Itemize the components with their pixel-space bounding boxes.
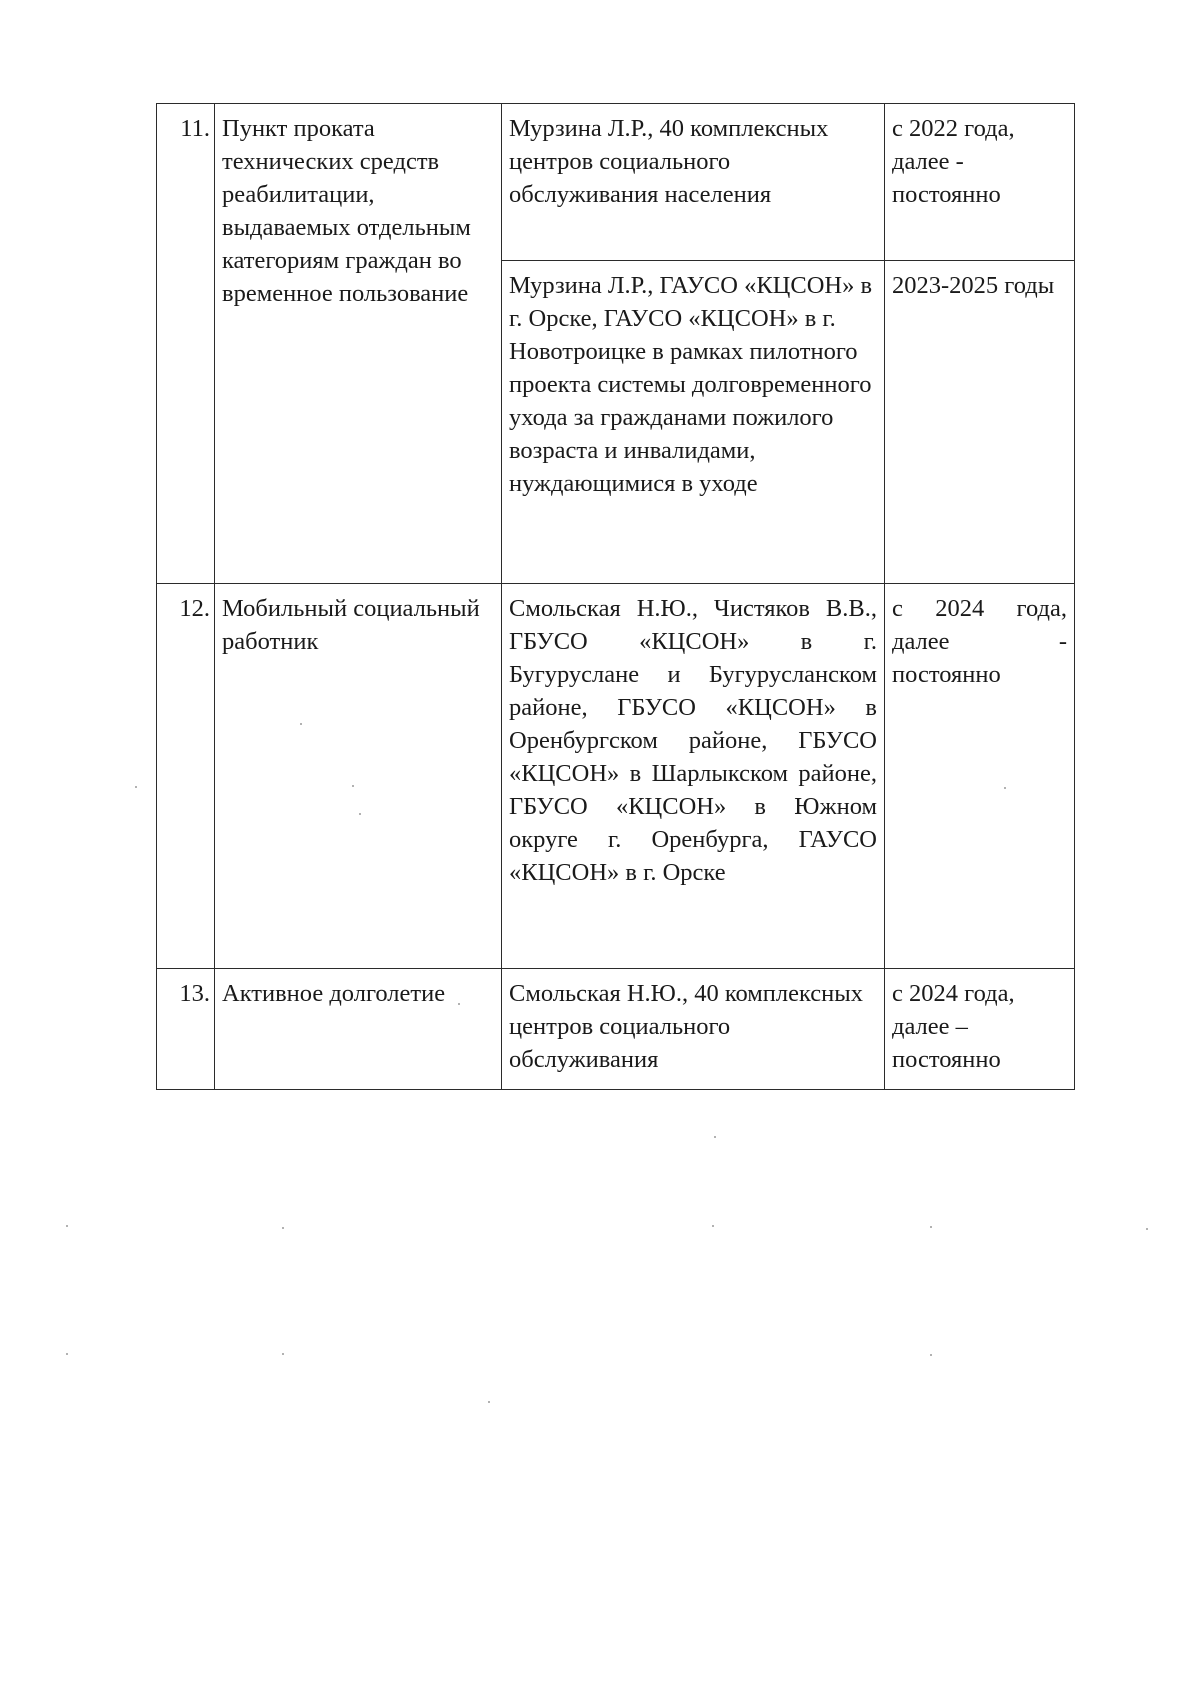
row-number: 12. <box>157 584 215 969</box>
term-cell: 2023-2025 годы <box>885 261 1075 584</box>
measure-name: Пункт проката технических средств реабилитации, выдаваемых отдельным категориям граждан во временное пользование <box>215 104 502 584</box>
table-row <box>157 584 1075 969</box>
scan-speck <box>66 1353 68 1355</box>
responsible-cell: Мурзина Л.Р., 40 комплексных центров социального обслуживания населения <box>502 104 885 261</box>
scan-speck <box>714 1136 716 1138</box>
responsible-cell: Смольская Н.Ю., 40 комплексных центров социального обслуживания <box>502 969 885 1090</box>
scan-speck <box>930 1354 932 1356</box>
scan-speck <box>66 1225 68 1227</box>
scan-speck <box>359 813 361 815</box>
term-cell: с 2022 года, далее - постоянно <box>885 104 1075 261</box>
scan-speck <box>282 1227 284 1229</box>
scan-speck <box>1004 787 1006 789</box>
scan-speck <box>300 723 302 725</box>
scan-speck <box>1146 1228 1148 1230</box>
scan-speck <box>352 785 354 787</box>
responsible-cell: Мурзина Л.Р., ГАУСО «КЦСОН» в г. Орске, ГАУСО «КЦСОН» в г. Новотроицке в рамках пилотного проекта системы долговременного ухода за гражданами пожилого возраста и инвалидами, нуждающимися в уходе <box>502 261 885 584</box>
scan-speck <box>282 1353 284 1355</box>
table-row <box>157 969 1075 1090</box>
term-cell: с 2024 года, далее - постоянно <box>885 584 1075 969</box>
scan-speck <box>488 1401 490 1403</box>
row-number: 13. <box>157 969 215 1090</box>
scan-speck <box>930 1226 932 1228</box>
scan-speck <box>712 1225 714 1227</box>
measures-table <box>156 103 1075 1090</box>
responsible-cell: Смольская Н.Ю., Чистяков В.В., ГБУСО «КЦСОН» в г. Бугуруслане и Бугурусланском районе, ГБУСО «КЦСОН» в Оренбургском районе, ГБУСО «КЦСОН» в Шарлыкском районе, ГБУСО «КЦСОН» в Южном округе г. Оренбурга, ГАУСО «КЦСОН» в г. Орске <box>502 584 885 969</box>
measure-name: Активное долголетие <box>215 969 502 1090</box>
row-number: 11. <box>157 104 215 584</box>
scan-speck <box>135 786 137 788</box>
measure-name: Мобильный социальный работник <box>215 584 502 969</box>
scan-speck <box>458 1003 460 1005</box>
term-cell: с 2024 года, далее – постоянно <box>885 969 1075 1090</box>
table-row <box>157 104 1075 261</box>
